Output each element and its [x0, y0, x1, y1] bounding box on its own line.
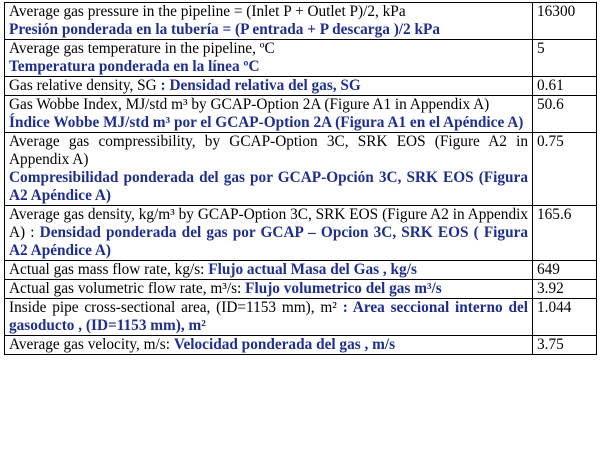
value-cell: 50.6: [533, 96, 597, 133]
english-text: Average gas pressure in the pipeline = (Inlet P + Outlet P)/2, kPa: [9, 3, 406, 20]
english-text: Average gas velocity, m/s:: [9, 336, 170, 353]
spanish-text: Temperatura ponderada en la línea ºC: [9, 58, 260, 75]
spanish-text: : Area seccional interno del gasoducto , (ID=1153 mm), m²: [9, 299, 528, 334]
value-cell: 3.92: [533, 280, 597, 299]
description-cell: [5, 261, 533, 280]
spanish-text: Velocidad ponderada del gas , m/s: [173, 336, 396, 353]
value-cell: 649: [533, 261, 597, 280]
table-row: [5, 261, 597, 280]
gas-properties-table: [4, 2, 597, 355]
table-row: [5, 299, 597, 336]
value-cell: 165.6: [533, 206, 597, 261]
english-text: Average gas compressibility, by GCAP-Option 3C, SRK EOS (Figure A2 in Appendix A): [9, 133, 528, 168]
spanish-text: Compresibilidad ponderada del gas por GCAP-Opción 3C, SRK EOS (Figura A2 Apéndice A): [9, 169, 528, 204]
table-row: [5, 77, 597, 96]
english-text: Inside pipe cross-sectional area, (ID=1153 mm), m²: [9, 299, 337, 316]
table-row: [5, 280, 597, 299]
value-cell: 0.61: [533, 77, 597, 96]
description-cell: [5, 299, 533, 336]
english-text: Gas Wobbe Index, MJ/std m³ by GCAP-Option 2A (Figure A1 in Appendix A): [9, 96, 490, 113]
spanish-text: Flujo actual Masa del Gas , kg/s: [208, 261, 417, 278]
value-cell: 16300: [533, 3, 597, 40]
table-row: [5, 96, 597, 133]
value-cell: 1.044: [533, 299, 597, 336]
english-text: Actual gas volumetric flow rate, m³/s:: [9, 280, 242, 297]
description-cell: [5, 206, 533, 261]
description-cell: [5, 3, 533, 40]
table-row: [5, 3, 597, 40]
value-cell: 5: [533, 40, 597, 77]
spanish-text: : Densidad relativa del gas, SG: [160, 77, 361, 94]
table-row: [5, 40, 597, 77]
description-cell: [5, 133, 533, 206]
english-text: Average gas temperature in the pipeline, ºC: [9, 40, 275, 57]
table-row: [5, 206, 597, 261]
english-text: Actual gas mass flow rate, kg/s:: [9, 261, 205, 278]
spanish-text: Densidad ponderada del gas por GCAP – Opcion 3C, SRK EOS ( Figura A2 Apéndice A): [9, 224, 529, 259]
description-cell: [5, 280, 533, 299]
description-cell: [5, 40, 533, 77]
table-row: [5, 133, 597, 206]
spanish-text: Flujo volumetrico del gas m³/s: [245, 280, 442, 297]
description-cell: [5, 96, 533, 133]
description-cell: [5, 336, 533, 355]
english-text: Gas relative density, SG: [9, 77, 157, 94]
spanish-text: Presión ponderada en la tubería = (P entrada + P descarga )/2 kPa: [9, 21, 441, 38]
table-row: [5, 336, 597, 355]
description-cell: [5, 77, 533, 96]
english-text: Average gas density, kg/m³ by GCAP-Option 3C, SRK EOS (Figure A2 in Appendix A) :: [9, 206, 528, 241]
value-cell: 3.75: [533, 336, 597, 355]
value-cell: 0.75: [533, 133, 597, 206]
spanish-text: Índice Wobbe MJ/std m³ por el GCAP-Option 2A (Figura A1 en el Apéndice A): [9, 114, 524, 131]
